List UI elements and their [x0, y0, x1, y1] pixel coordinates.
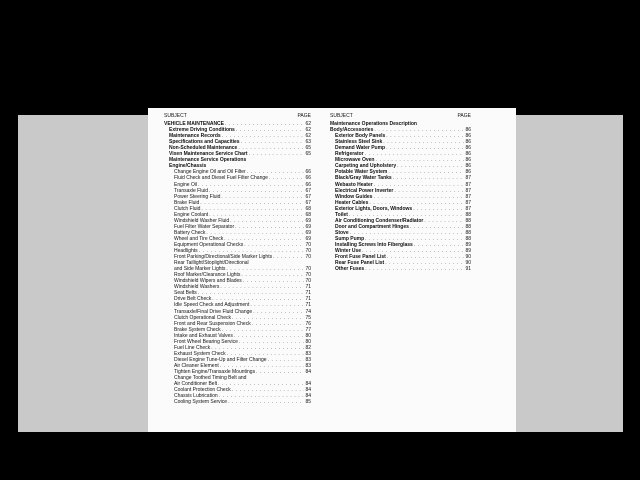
toc-entry-title: Air Cleaner Element — [174, 362, 219, 369]
toc-entry-title: Non-Scheduled Maintenance — [169, 145, 238, 152]
toc-entry-title: Windshield Wipers and Blades — [174, 278, 242, 285]
toc-entry-page: 70 — [305, 278, 311, 285]
toc-entry-page: 69 — [305, 235, 311, 242]
toc-entry-page: 71 — [305, 302, 311, 309]
toc-left-column — [164, 113, 311, 405]
toc-entry-page: 80 — [305, 332, 311, 339]
toc-entry-page: 69 — [305, 223, 311, 230]
toc-entry-page: 66 — [305, 181, 311, 188]
toc-entry-title: Electrical Power Inverter — [335, 187, 394, 194]
toc-entry-page: 83 — [305, 362, 311, 369]
toc-entry-page: 86 — [465, 127, 471, 134]
toc-entry-page: 70 — [305, 272, 311, 279]
toc-entry-page: 62 — [305, 121, 311, 128]
toc-entry-page: 74 — [305, 308, 311, 315]
document-page — [148, 108, 516, 432]
toc-entry-page: 76 — [305, 320, 311, 327]
toc-entry-title: Intake and Exhaust Valves — [174, 332, 233, 339]
toc-entry-page: 88 — [465, 223, 471, 230]
toc-entry-page: 62 — [305, 133, 311, 140]
toc-entry-page: 82 — [305, 344, 311, 351]
toc-entry-page: 68 — [305, 205, 311, 212]
toc-entry-title: Transaxle Fluid — [174, 187, 208, 194]
toc-entry-title: Carpeting and Upholstery — [335, 163, 397, 170]
toc-entry-title: Window Guides — [335, 193, 373, 200]
toc-entry-title: Transaxle/Final Drive Fluid Change — [174, 308, 253, 315]
toc-entry — [164, 399, 311, 405]
toc-entry-title: Change Toothed Timing Belt and — [174, 375, 247, 382]
toc-entry-page: 71 — [305, 290, 311, 297]
toc-entry-title: Brake System Check — [174, 326, 221, 333]
toc-entry-title: Chassis Lubrication — [174, 393, 218, 400]
toc-entry-page: 87 — [465, 193, 471, 200]
toc-entry-page: 71 — [305, 284, 311, 291]
toc-entry-page: 87 — [465, 181, 471, 188]
toc-entry-title: Black/Gray Water Tanks — [335, 175, 392, 182]
toc-entry-title: Cooling System Service — [174, 399, 228, 406]
toc-entry-title: Exterior Body Panels — [335, 133, 386, 140]
toc-entry-title: Clutch Operational Check — [174, 314, 231, 321]
toc-entry-page: 86 — [465, 157, 471, 164]
toc-dot-leader — [228, 399, 304, 405]
toc-entry-page: 84 — [305, 368, 311, 375]
toc-entry-page: 67 — [305, 199, 311, 206]
toc-dot-leader — [256, 369, 304, 375]
toc-entry-title: Front Parking/Directional/Side Marker Lights — [174, 254, 273, 261]
right-background-panel — [516, 115, 623, 432]
toc-entry-title: Coolant Protection Check — [174, 387, 231, 394]
toc-entry-title: Maintenance Service Operations — [169, 157, 247, 164]
toc-entry-page: 88 — [465, 235, 471, 242]
toc-entry-page: 86 — [465, 145, 471, 152]
toc-entry-page: 91 — [465, 266, 471, 273]
toc-entry-page: 85 — [305, 399, 311, 406]
toc-entry-title: Wheel and Tire Check — [174, 235, 224, 242]
toc-entry-title: Demand Water Pump — [335, 145, 386, 152]
toc-entry-page: 66 — [305, 169, 311, 176]
toc-entry-page: 86 — [465, 139, 471, 146]
toc-entry-title: Exterior Lights, Doors, Windows — [335, 205, 413, 212]
toc-entry-page: 77 — [305, 326, 311, 333]
toc-entry-page: 69 — [305, 229, 311, 236]
page-header: PAGE — [457, 113, 471, 119]
toc-entry-page: 80 — [305, 338, 311, 345]
subject-header: SUBJECT — [330, 113, 353, 119]
toc-entry — [330, 266, 471, 272]
toc-entry-title: Other Fuses — [335, 266, 365, 273]
toc-entry-title: Front Fuse Panel List — [335, 254, 386, 261]
toc-entry-title: Body/Accessories — [330, 127, 374, 134]
toc-entry-title: Rear Fuse Panel List — [335, 260, 385, 267]
toc-entry-title: Clutch Fluid — [174, 205, 201, 212]
toc-entry-title: Tighten Engine/Transaxle Mountings — [174, 368, 256, 375]
toc-entry-title: Drive Belt Check — [174, 296, 212, 303]
toc-entry-page: 70 — [305, 241, 311, 248]
toc-entry-title: Heater Cables — [335, 199, 369, 206]
toc-right-column — [330, 113, 471, 272]
toc-entry-title: Front and Rear Suspension Check — [174, 320, 251, 327]
toc-entry-title: Toilet — [335, 211, 348, 218]
toc-entry-title: Brake Fluid — [174, 199, 200, 206]
toc-entry-title: Extreme Driving Conditions — [169, 127, 235, 134]
toc-entry-title: Engine Oil — [174, 181, 198, 188]
toc-entry-title: Equipment Operational Checks — [174, 241, 244, 248]
toc-entry-title: Power Steering Fluid — [174, 193, 221, 200]
toc-entry-page: 86 — [465, 151, 471, 158]
toc-entry-page: 86 — [465, 169, 471, 176]
toc-entry-page: 84 — [305, 387, 311, 394]
toc-entry-page: 87 — [465, 199, 471, 206]
toc-entry-title: Winter Use — [335, 248, 362, 255]
toc-entry-title: VEHICLE MAINTENANCE — [164, 121, 225, 128]
toc-left-header — [164, 113, 311, 119]
toc-right-entries — [330, 121, 471, 272]
toc-entry-page: 88 — [465, 229, 471, 236]
toc-entry-page: 83 — [305, 350, 311, 357]
toc-dot-leader — [249, 151, 305, 157]
toc-entry-title: Microwave Oven — [335, 157, 375, 164]
toc-entry-page: 67 — [305, 187, 311, 194]
toc-entry-page: 84 — [305, 381, 311, 388]
page-header: PAGE — [297, 113, 311, 119]
toc-entry-title: Specifications and Capacities — [169, 139, 240, 146]
toc-entry-title: Windshield Washer Fluid — [174, 217, 230, 224]
toc-entry-page: 67 — [305, 193, 311, 200]
toc-entry-title: Refrigerator — [335, 151, 364, 158]
toc-entry-title: Exhaust System Check — [174, 350, 226, 357]
toc-entry-title: Fuel Line Check — [174, 344, 211, 351]
toc-entry-page: 70 — [305, 248, 311, 255]
toc-entry-title: Stainless Steel Sink — [335, 139, 383, 146]
toc-entry-title: Potable Water System — [335, 169, 388, 176]
toc-entry-title: Stove — [335, 229, 349, 236]
toc-entry-page: 89 — [465, 241, 471, 248]
toc-entry-page: 87 — [465, 175, 471, 182]
toc-entry-page: 83 — [305, 356, 311, 363]
left-background-panel — [18, 115, 148, 432]
toc-entry-page: 62 — [305, 127, 311, 134]
toc-entry-page: 89 — [465, 248, 471, 255]
toc-dot-leader — [365, 266, 464, 272]
toc-entry-page: 86 — [465, 163, 471, 170]
toc-entry-title: Fuel Filter Water Separator — [174, 223, 235, 230]
toc-entry-page: 66 — [305, 175, 311, 182]
toc-entry-page: 90 — [465, 254, 471, 261]
toc-entry-page: 65 — [305, 145, 311, 152]
toc-entry-title: Air Conditioner Belt — [174, 381, 218, 388]
toc-left-entries — [164, 121, 311, 405]
toc-entry-title: Webasto Heater — [335, 181, 373, 188]
toc-entry-page: 63 — [305, 139, 311, 146]
toc-entry-title: Front Wheel Bearing Service — [174, 338, 238, 345]
toc-entry-title: Installing Screws Into Fiberglass — [335, 241, 413, 248]
toc-entry-title: and Side Marker Lights — [174, 266, 226, 273]
toc-entry-page: 69 — [305, 217, 311, 224]
toc-entry-title: Headlights — [174, 248, 198, 255]
toc-entry-title: Seat Belts — [174, 290, 197, 297]
toc-entry-page: 86 — [465, 133, 471, 140]
toc-dot-leader — [273, 254, 304, 260]
toc-entry-page: 87 — [465, 187, 471, 194]
toc-entry-page: 88 — [465, 211, 471, 218]
toc-entry-page: 70 — [305, 266, 311, 273]
toc-entry-title: Windshield Washers — [174, 284, 220, 291]
toc-entry-title: Change Engine Oil and Oil Filter — [174, 169, 246, 176]
toc-entry-title: Door and Compartment Hinges — [335, 223, 409, 230]
toc-entry-page: 88 — [465, 217, 471, 224]
toc-entry-title: Diesel Engine Tune-Up and Filter Change — [174, 356, 267, 363]
toc-entry-page: 70 — [305, 254, 311, 261]
toc-entry-page: 75 — [305, 314, 311, 321]
toc-entry-page: 84 — [305, 393, 311, 400]
subject-header: SUBJECT — [164, 113, 187, 119]
toc-entry-title: Air Conditioning Condenser/Radiator — [335, 217, 424, 224]
toc-entry-title: Battery Check — [174, 229, 206, 236]
toc-entry-title: Engine/Chassis — [169, 163, 207, 170]
toc-entry-title: Idle Speed Check and Adjustment — [174, 302, 250, 309]
toc-right-header — [330, 113, 471, 119]
toc-entry-title: Maintenance Operations Description — [330, 121, 417, 128]
toc-entry-page: 90 — [465, 260, 471, 267]
toc-entry-title: Maintenance Records — [169, 133, 221, 140]
toc-entry-page: 65 — [305, 151, 311, 158]
toc-entry-title: Rear Taillight/Stoplight/Directional — [174, 260, 249, 267]
toc-entry-title: Roof Marker/Clearance Lights — [174, 272, 241, 279]
toc-entry-title: Sump Pump — [335, 235, 365, 242]
toc-entry-page: 68 — [305, 211, 311, 218]
toc-entry-title: Vixen Maintenance Service Chart — [169, 151, 248, 158]
toc-entry-page: 71 — [305, 296, 311, 303]
toc-entry-title: Fluid Check and Diesel Fuel Filter Change — [174, 175, 268, 182]
toc-entry-title: Engine Coolant — [174, 211, 209, 218]
toc-entry-page: 87 — [465, 205, 471, 212]
